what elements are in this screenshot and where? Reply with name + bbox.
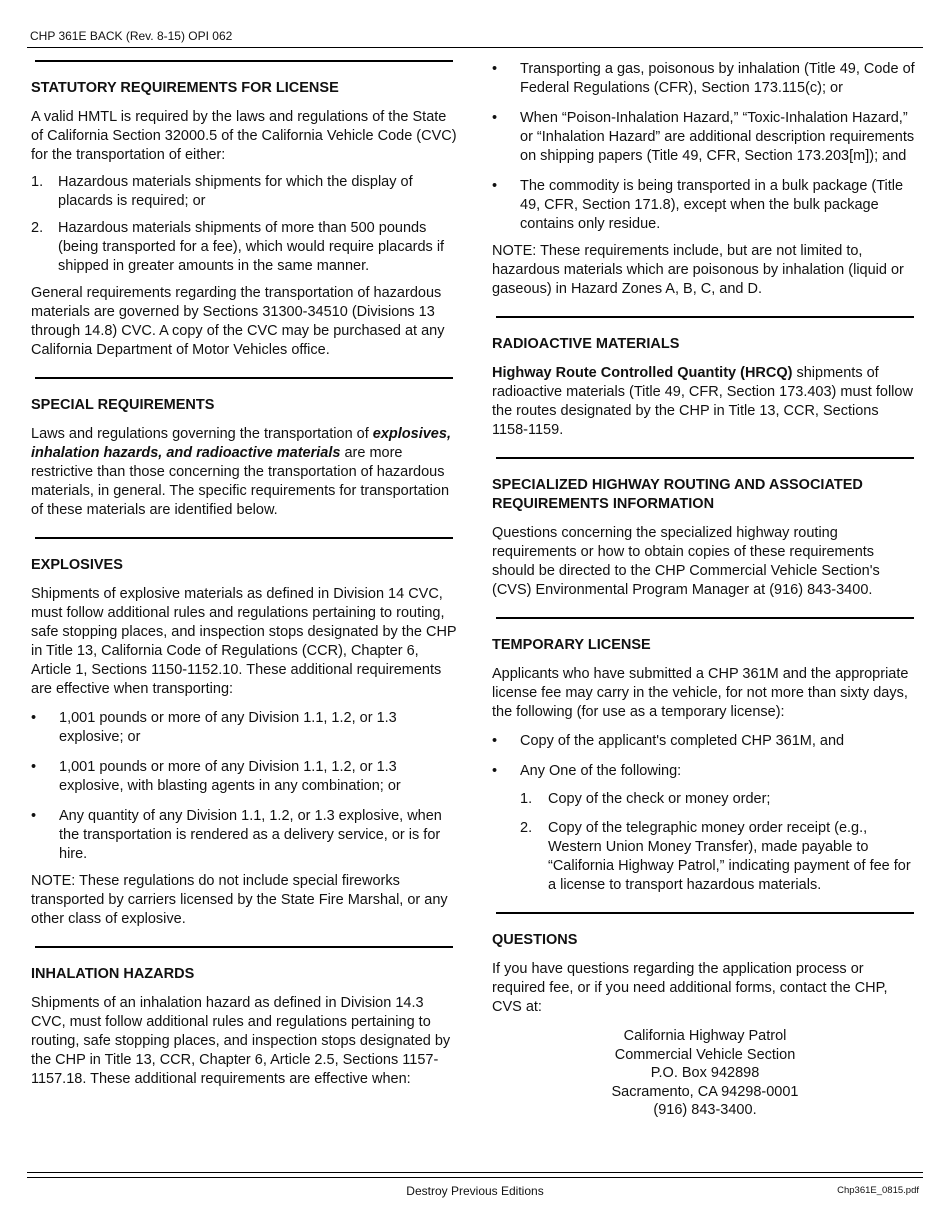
inhalation-note: NOTE: These requirements include, but are not limited to, hazardous materials which are poisonous by inhalation (liquid or gaseous) in Hazard Zones A, B, C, and D. xyxy=(492,243,904,297)
inhalation-conditions-list xyxy=(492,60,918,234)
radioactive-section xyxy=(492,335,918,440)
list-text: Copy of the telegraphic money order receipt (e.g., Western Union Money Transfer), made payable to “California Highway Patrol,” indicating payment of fee for a license to transport hazardous materials. xyxy=(548,820,911,893)
explosives-list xyxy=(31,709,457,864)
list-item xyxy=(31,219,457,276)
statutory-general: General requirements regarding the transportation of hazardous materials are governed by Sections 31300-34510 (Divisions 13 through 14.8) CVC. A copy of the CVC may be purchased at any California Department of Motor Vehicles office. xyxy=(31,285,445,358)
bullet-mark: • xyxy=(492,61,498,77)
right-column xyxy=(492,60,918,1120)
list-item xyxy=(492,60,918,98)
left-column xyxy=(31,60,457,1097)
list-item xyxy=(492,732,918,751)
list-item xyxy=(31,173,457,211)
inhalation-intro: Shipments of an inhalation hazard as defined in Division 14.3 CVC, must follow additional rules and regulations pertaining to routing, safe stopping places, and inspection stops designated by the CHP in Title 13, CCR, Chapter 6, Article 2.5, Sections 1157-1157.18. These additional requirements are effective when: xyxy=(31,995,451,1087)
section-divider xyxy=(35,377,453,379)
section-divider xyxy=(496,912,914,914)
bullet-mark: • xyxy=(492,733,498,749)
list-text: 1,001 pounds or more of any Division 1.1, 1.2, or 1.3 explosive, with blasting agents in any combination; or xyxy=(59,759,401,794)
section-divider xyxy=(496,316,914,318)
list-item xyxy=(31,758,457,796)
list-text: Hazardous materials shipments for which the display of placards is required; or xyxy=(58,174,413,209)
radioactive-text xyxy=(492,364,918,440)
list-text: When “Poison-Inhalation Hazard,” “Toxic-Inhalation Hazard,” or “Inhalation Hazard” are additional description requirements on shipping papers (Title 49, CFR, Section 173.203[m]); and xyxy=(520,110,915,164)
list-text: Any One of the following: xyxy=(520,763,682,779)
list-text: Hazardous materials shipments of more than 500 pounds (being transported for a fee), which would require placards if shipped in greater amounts in the same manner. xyxy=(58,220,445,274)
list-item xyxy=(492,819,918,895)
special-emphasis: explosives, inhalation hazards, and radioactive materials xyxy=(31,426,451,461)
statutory-list xyxy=(31,173,457,276)
footer-rule-top xyxy=(27,1172,923,1173)
list-text: Copy of the applicant's completed CHP 361M, and xyxy=(520,733,845,749)
list-item xyxy=(492,177,918,234)
address-line: California Highway Patrol xyxy=(623,1028,787,1044)
special-text-after: are more restrictive than those concerning the transportation of hazardous materials, in general. The specific requirements for transportation of these materials are identified below. xyxy=(31,445,450,518)
address-line: Commercial Vehicle Section xyxy=(614,1046,796,1063)
explosives-intro: Shipments of explosive materials as defined in Division 14 CVC, must follow additional rules and regulations pertaining to routing, safe stopping places, and inspection stops designated by the CHP in Title 13, California Code of Regulations (CCR), Chapter 6, Article 1, Sections 1150-1152.10. These additional requirements are effective when transporting: xyxy=(31,586,457,697)
temporary-title: TEMPORARY LICENSE xyxy=(492,637,651,653)
special-text xyxy=(31,425,457,520)
questions-text: If you have questions regarding the application process or required fee, or if you need additional forms, contact the CHP, CVS at: xyxy=(492,961,888,1015)
routing-title: SPECIALIZED HIGHWAY ROUTING AND ASSOCIATED REQUIREMENTS INFORMATION xyxy=(492,477,863,512)
bullet-mark: • xyxy=(31,710,37,726)
section-divider xyxy=(35,60,453,62)
address-line: Sacramento, CA 94298-0001 xyxy=(611,1083,799,1100)
special-text-before: Laws and regulations governing the transportation of xyxy=(31,426,369,442)
explosives-note: NOTE: These regulations do not include special fireworks transported by carriers licensed by the State Fire Marshal, or any other class of explosive. xyxy=(31,873,448,927)
hrcq-term: Highway Route Controlled Quantity (HRCQ) xyxy=(492,365,793,381)
radioactive-title: RADIOACTIVE MATERIALS xyxy=(492,336,680,352)
explosives-title: EXPLOSIVES xyxy=(31,557,123,573)
address-line: (916) 843-3400. xyxy=(653,1102,757,1119)
radioactive-body: shipments of radioactive materials (Title 49, CFR, Section 173.403) must follow the routes designated by the CHP in Title 13, CCR, Sections 1158-1159. xyxy=(492,365,913,438)
list-number: 1. xyxy=(520,791,533,807)
list-item xyxy=(492,762,918,781)
footer-note: Destroy Previous Editions xyxy=(406,1184,544,1198)
temporary-list xyxy=(492,732,918,781)
list-item xyxy=(31,807,457,864)
statutory-section xyxy=(31,79,457,360)
section-divider xyxy=(35,537,453,539)
list-text: The commodity is being transported in a bulk package (Title 49, CFR, Section 171.8), except when the bulk package contains only residue. xyxy=(520,178,904,232)
temporary-intro: Applicants who have submitted a CHP 361M and the appropriate license fee may carry in the vehicle, for not more than sixty days, the following (for use as a temporary license): xyxy=(492,666,909,720)
list-number: 2. xyxy=(31,220,44,236)
list-text: Any quantity of any Division 1.1, 1.2, or 1.3 explosive, when the transportation is rendered as a delivery service, or is for hire. xyxy=(59,808,442,862)
header-rule xyxy=(27,47,923,48)
bullet-mark: • xyxy=(492,110,498,126)
statutory-intro: A valid HMTL is required by the laws and regulations of the State of California Section 32000.5 of the California Vehicle Code (CVC) for the transportation of either: xyxy=(31,109,457,163)
list-text: Copy of the check or money order; xyxy=(548,791,771,807)
temporary-section xyxy=(492,636,918,895)
address-block xyxy=(492,1027,918,1120)
list-text: 1,001 pounds or more of any Division 1.1, 1.2, or 1.3 explosive; or xyxy=(59,710,397,745)
list-text: Transporting a gas, poisonous by inhalation (Title 49, Code of Federal Regulations (CFR), Section 173.115(c); or xyxy=(520,61,915,96)
bullet-mark: • xyxy=(492,178,498,194)
list-number: 1. xyxy=(31,174,44,190)
special-section xyxy=(31,396,457,520)
form-id: CHP 361E BACK (Rev. 8-15) OPI 062 xyxy=(30,29,233,43)
section-divider xyxy=(496,457,914,459)
section-divider xyxy=(496,617,914,619)
list-item xyxy=(492,109,918,166)
questions-title: QUESTIONS xyxy=(492,932,578,948)
list-number: 2. xyxy=(520,820,533,836)
temporary-sub-list xyxy=(492,790,918,895)
inhalation-section xyxy=(31,965,457,1089)
explosives-section xyxy=(31,556,457,929)
list-item xyxy=(31,709,457,747)
statutory-title: STATUTORY REQUIREMENTS FOR LICENSE xyxy=(31,80,339,96)
questions-section xyxy=(492,931,918,1120)
special-title: SPECIAL REQUIREMENTS xyxy=(31,397,215,413)
routing-section xyxy=(492,476,918,600)
list-item xyxy=(492,790,918,809)
footer-rule-bottom xyxy=(27,1177,923,1178)
inhalation-title: INHALATION HAZARDS xyxy=(31,966,195,982)
footer-filename: Chp361E_0815.pdf xyxy=(837,1185,919,1196)
section-divider xyxy=(35,946,453,948)
address-line: P.O. Box 942898 xyxy=(650,1065,760,1082)
bullet-mark: • xyxy=(31,759,37,775)
bullet-mark: • xyxy=(31,808,37,824)
bullet-mark: • xyxy=(492,763,498,779)
routing-text: Questions concerning the specialized highway routing requirements or how to obtain copies of these requirements should be directed to the CHP Commercial Vehicle Section's (CVS) Environmental Program Manager at (916) 843-3400. xyxy=(492,525,880,598)
